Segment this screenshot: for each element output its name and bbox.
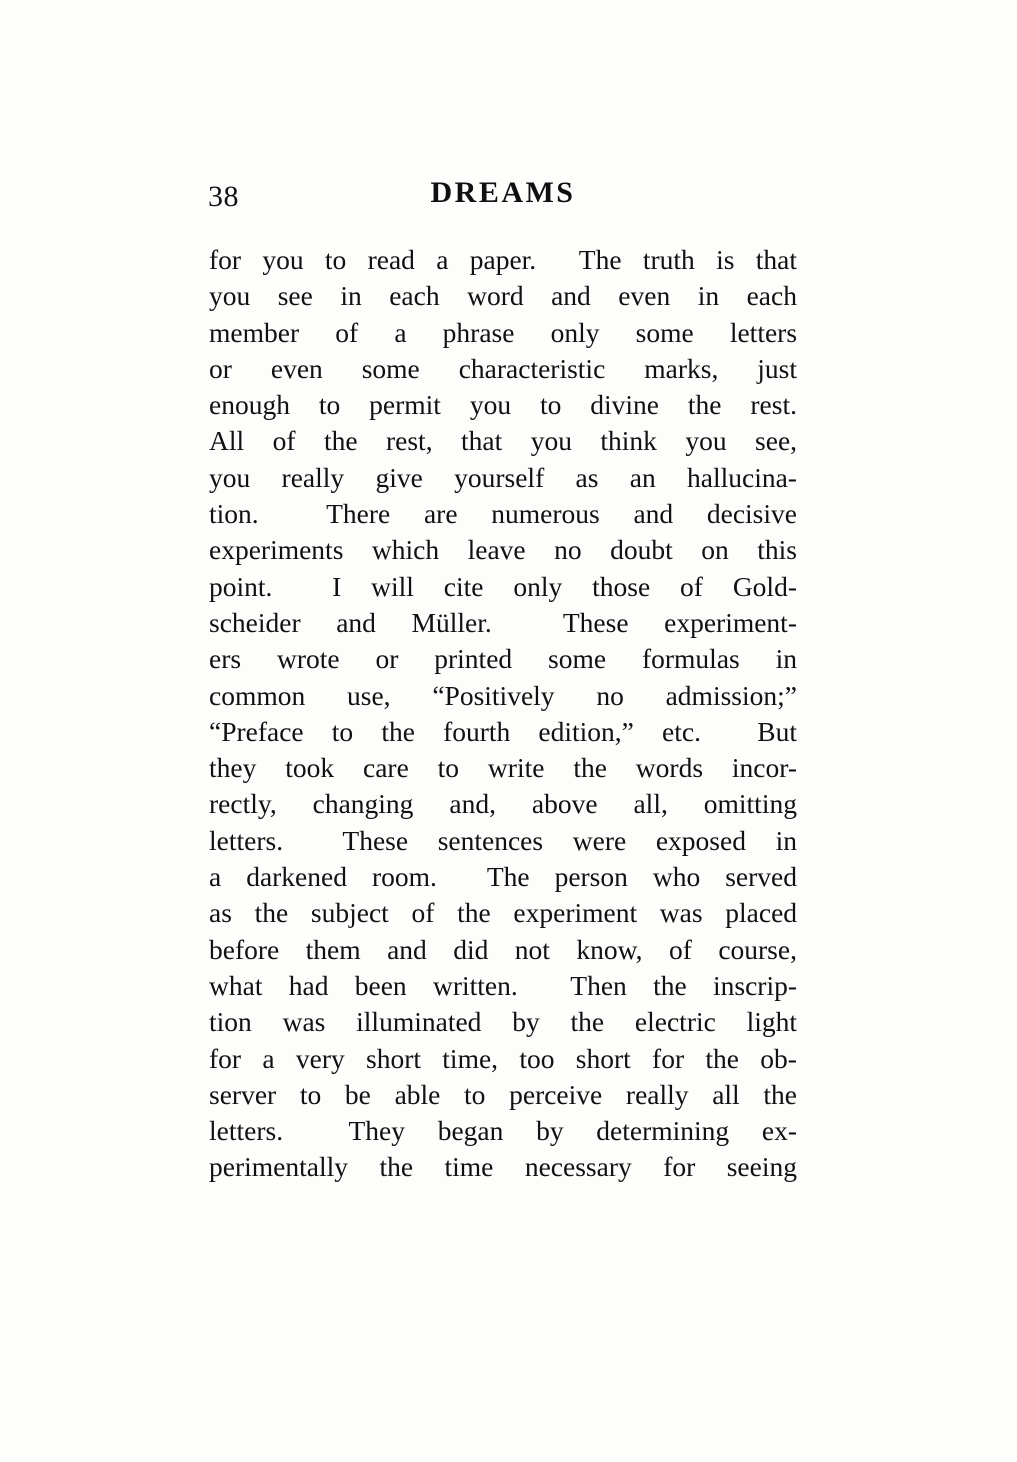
page-header	[208, 176, 798, 216]
text-line: ers wrote or printed some formulas in	[209, 643, 797, 675]
text-line: for you to read a paper. The truth is that	[209, 244, 797, 275]
text-line: for a very short time, too short for the ob-	[209, 1042, 797, 1074]
text-line: “Preface to the fourth edition,” etc. But	[209, 715, 797, 747]
body-text-block	[209, 242, 797, 1186]
text-line: or even some characteristic marks, just	[209, 352, 797, 384]
text-line: letters. These sentences were exposed in	[209, 824, 798, 856]
text-line: you see in each word and even in each	[209, 280, 797, 312]
running-head: DREAMS	[430, 176, 576, 209]
text-line: server to be able to perceive really all the	[209, 1078, 797, 1110]
paragraph	[209, 242, 797, 1186]
text-line: tion. There are numerous and decisive	[209, 498, 797, 530]
text-line: before them and did not know, of course,	[209, 933, 797, 965]
text-line: experiments which leave no doubt on this	[209, 534, 798, 566]
text-line: enough to permit you to divine the rest.	[209, 389, 797, 421]
text-line: rectly, changing and, above all, omitting	[209, 788, 797, 820]
text-line: member of a phrase only some letters	[209, 316, 798, 348]
text-line: a darkened room. The person who served	[209, 861, 797, 893]
text-line: what had been written. Then the inscrip-	[209, 969, 797, 1001]
text-line: tion was illuminated by the electric light	[209, 1006, 798, 1038]
text-line: point. I will cite only those of Gold-	[209, 570, 797, 602]
text-line: they took care to write the words incor-	[209, 752, 798, 784]
text-line: scheider and Müller. These experiment-	[209, 606, 797, 638]
text-line: common use, “Positively no admission;”	[209, 679, 797, 711]
text-line: as the subject of the experiment was placed	[209, 897, 798, 929]
text-line: perimentally the time necessary for seeing	[209, 1151, 797, 1183]
text-line: letters. They began by determining ex-	[209, 1115, 797, 1147]
page-number: 38	[208, 180, 239, 213]
text-line: All of the rest, that you think you see,	[209, 425, 798, 457]
text-line: you really give yourself as an hallucina-	[209, 461, 797, 493]
